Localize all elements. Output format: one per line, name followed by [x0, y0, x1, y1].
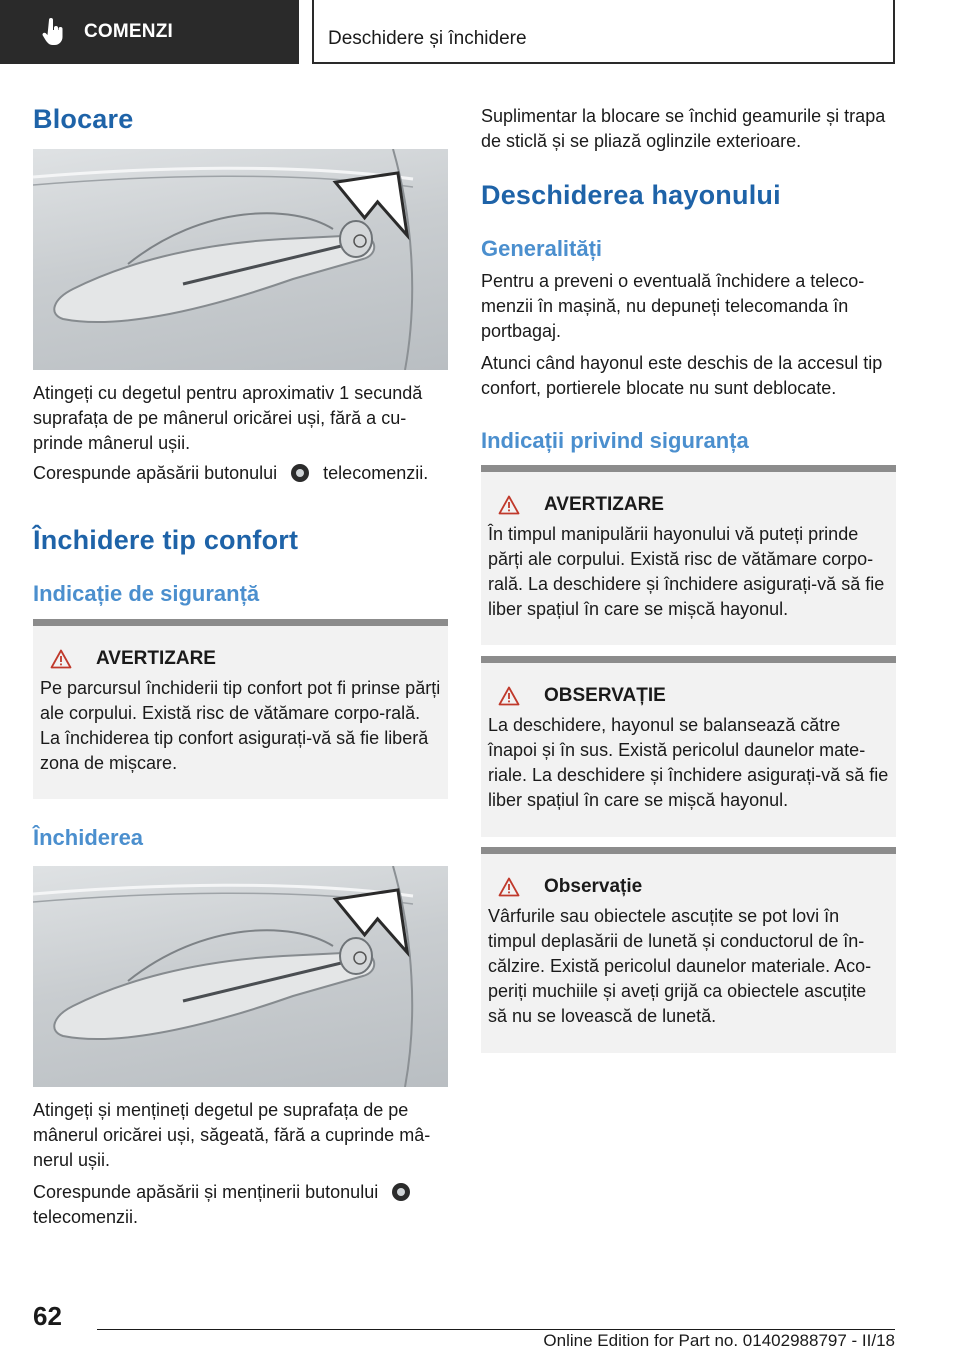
footer-divider — [97, 1329, 895, 1330]
heading-inchiderea: Închiderea — [33, 825, 144, 850]
para-inchiderea-2b: telecomenzii. — [33, 1207, 139, 1227]
heading-indicatii-siguranta: Indicații privind siguranța — [481, 428, 749, 453]
warning-title: Observație — [544, 876, 643, 897]
para-inchiderea-1: Atingeți și mențineți degetul pe suprafața de pe mânerul oricărei uși, săgeată, fără a cuprinde mâ-nerul ușii. — [33, 1100, 431, 1170]
warning-triangle-icon — [50, 649, 72, 669]
para-inchiderea-2 — [33, 1180, 448, 1230]
warning-body: Pe parcursul închiderii tip confort pot fi prinse părți ale corpului. Există risc de vătămare corpo-rală. La închiderea tip confort asigurați-vă să fie liberă zona de mișcare. — [40, 678, 441, 773]
heading-deschiderea-hayonului: Deschiderea hayonului — [481, 180, 781, 210]
header-section-tab — [0, 0, 299, 64]
para-blocare-2b: telecomenzii. — [323, 463, 429, 483]
heading-blocare: Blocare — [33, 104, 134, 134]
footer-edition: Online Edition for Part no. 01402988797 - II/18 — [543, 1331, 895, 1350]
warning-box-confort — [33, 619, 448, 799]
warning-title: AVERTIZARE — [544, 494, 664, 515]
para-inchiderea-2a: Corespunde apăsării și menținerii butonului — [33, 1182, 379, 1202]
warning-box-hayon-3 — [481, 847, 896, 1053]
warning-triangle-icon — [498, 495, 520, 515]
warning-body: Vârfurile sau obiectele ascuțite se pot lovi în timpul deplasării de lunetă și conductorul de în-călzire. Există pericolul daunelor materiale. Aco-periți muchiile și aveți grijă ca obiectele ascuțite să nu se lovească de lunetă. — [488, 906, 872, 1026]
warning-title: AVERTIZARE — [96, 648, 216, 669]
para-generalitati-1: Pentru a preveni o eventuală închidere a teleco-menzii în mașină, nu depuneți telecomanda în portbagaj. — [481, 271, 865, 341]
hand-pointer-icon — [42, 18, 64, 46]
heading-inchidere-confort: Închidere tip confort — [33, 525, 299, 555]
heading-indicatie-siguranta: Indicație de siguranță — [33, 581, 260, 606]
lock-button-icon — [291, 464, 309, 482]
para-blocare-2 — [33, 461, 448, 486]
warning-title: OBSERVAȚIE — [544, 685, 666, 706]
lock-button-icon — [392, 1183, 410, 1201]
warning-triangle-icon — [498, 877, 520, 897]
door-handle-photo-inchiderea — [33, 866, 448, 1087]
para-intro: Suplimentar la blocare se închid geamurile și trapa de sticlă și se pliază oglinzile exterioare. — [481, 106, 886, 151]
door-handle-photo-blocare — [33, 149, 448, 370]
warning-box-hayon-1 — [481, 465, 896, 645]
heading-generalitati: Generalități — [481, 236, 603, 261]
warning-triangle-icon — [498, 686, 520, 706]
warning-body: La deschidere, hayonul se balansează către înapoi și în sus. Există pericolul daunelor mate-riale. La deschidere și închidere asigurați-vă să fie liber spațiul în care se mișcă hayonul. — [488, 715, 889, 810]
para-blocare-1: Atingeți cu degetul pentru aproximativ 1 secundă suprafața de pe mânerul oricărei uși, fără a cu-prinde mânerul ușii. — [33, 383, 423, 453]
para-blocare-2a: Corespunde apăsării butonului — [33, 463, 278, 483]
warning-body: În timpul manipulării hayonului vă puteți prinde părți ale corpului. Există risc de vătămare corpo-rală. La deschidere și închidere asigurați-vă să fie liber spațiul în care se mișcă hayonul. — [488, 524, 885, 619]
header-section-label: COMENZI — [84, 21, 174, 42]
header-chapter-title: Deschidere și închidere — [312, 0, 895, 64]
warning-box-hayon-2 — [481, 656, 896, 837]
para-generalitati-2: Atunci când hayonul este deschis de la accesul tip confort, portierele blocate nu sunt deblocate. — [481, 353, 883, 398]
page-number: 62 — [33, 1301, 62, 1331]
